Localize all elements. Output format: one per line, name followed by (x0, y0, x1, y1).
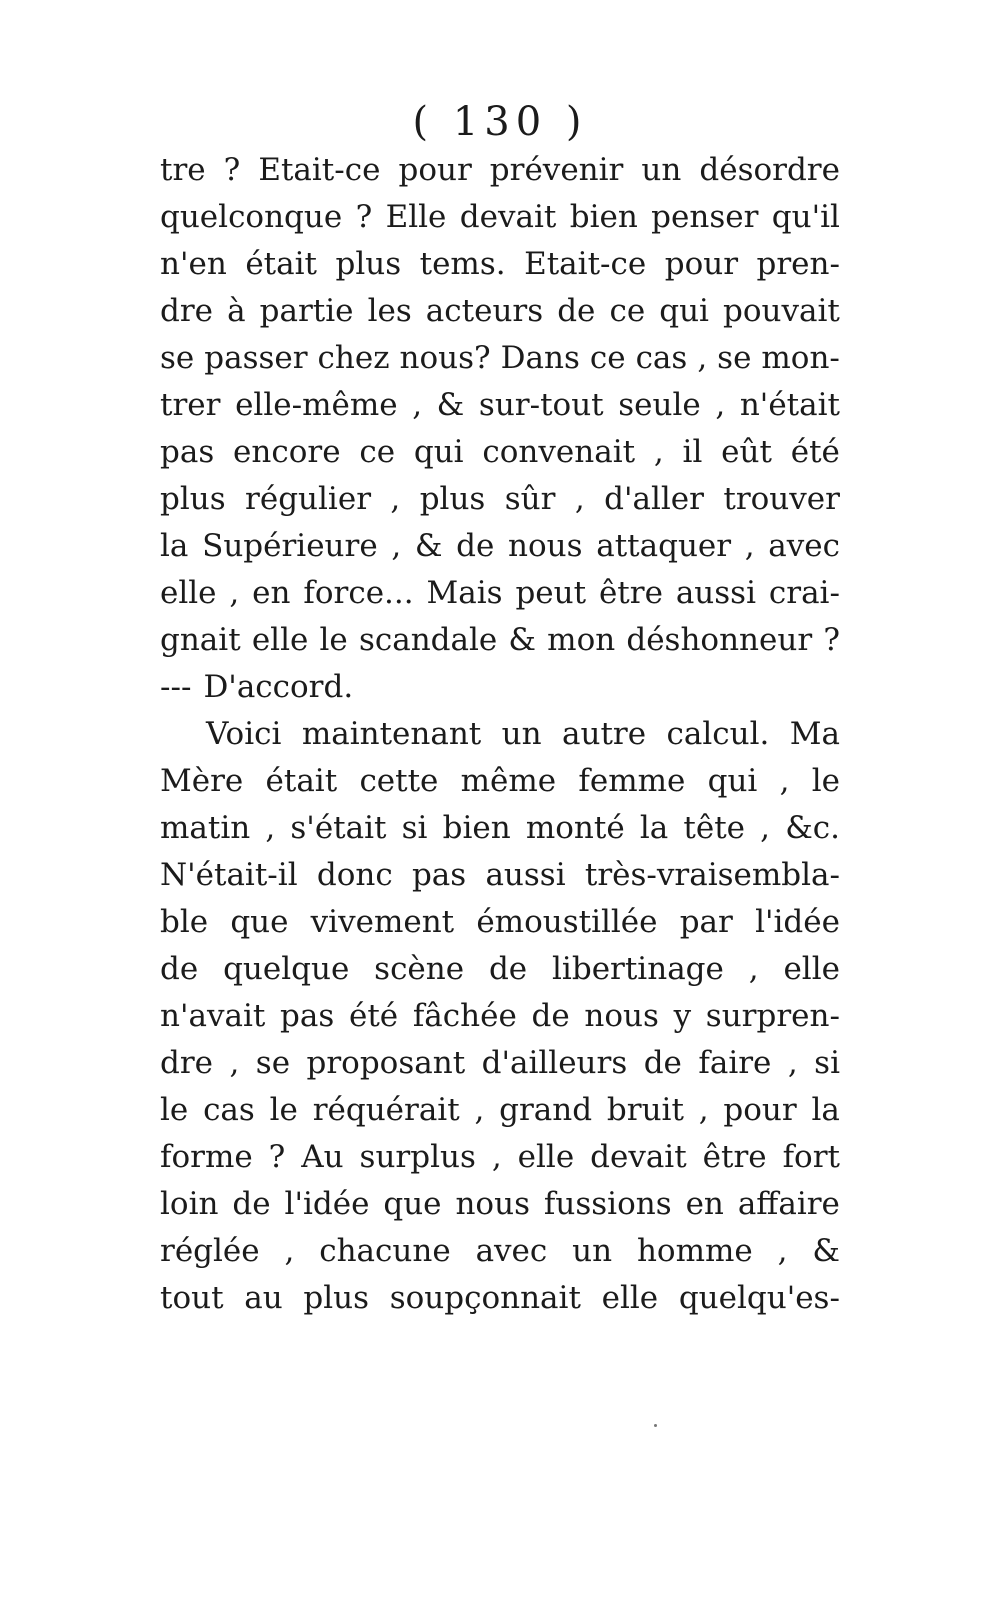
word: scandale (358, 622, 498, 658)
word: seule (618, 387, 701, 423)
word: chacune (319, 1233, 451, 1269)
word: en (252, 575, 291, 611)
word: cas (635, 340, 688, 376)
word: encore (233, 434, 341, 470)
word: désordre (699, 152, 840, 188)
word: la (160, 528, 189, 564)
word: le (811, 763, 840, 799)
word: & (436, 387, 465, 423)
word: ble (160, 904, 209, 940)
word: calcul. (666, 716, 770, 752)
word: été (348, 998, 399, 1034)
text-line (160, 288, 840, 335)
word: tre (160, 152, 206, 188)
word: , (474, 1092, 485, 1128)
word: se (160, 340, 195, 376)
text-line (160, 523, 840, 570)
word: pas (160, 434, 215, 470)
word: , (284, 1233, 295, 1269)
text-line (160, 429, 840, 476)
word: elle (251, 622, 309, 658)
text-line (160, 382, 840, 429)
body-text (160, 147, 840, 1322)
word: ? (223, 152, 241, 188)
word: convenait (482, 434, 636, 470)
word: scène (374, 951, 465, 987)
word: acteurs (425, 293, 544, 329)
text-line (160, 899, 840, 946)
word: très-vraisembla- (584, 857, 840, 893)
word: tête (683, 810, 746, 846)
word: à (227, 293, 246, 329)
text-line (160, 1275, 840, 1322)
word: quelque (223, 951, 350, 987)
word: , (229, 575, 240, 611)
word: loin (160, 1186, 219, 1222)
word: faire (698, 1045, 772, 1081)
word: s'était (290, 810, 387, 846)
word: un (641, 152, 682, 188)
word: fussions (543, 1186, 672, 1222)
word: chez (317, 340, 390, 376)
word: réglée (160, 1233, 260, 1269)
word: cette (359, 763, 439, 799)
word: attaquer (596, 528, 732, 564)
text-line (160, 1134, 840, 1181)
text-line (160, 758, 840, 805)
word: elle (783, 951, 840, 987)
word: , (390, 481, 401, 517)
word: quelqu'es- (678, 1280, 840, 1316)
word: plus (303, 1280, 370, 1316)
word: de (456, 528, 495, 564)
word: ce (359, 434, 396, 470)
word: proposant (306, 1045, 466, 1081)
word: quelconque (160, 199, 343, 235)
word: pour (398, 152, 472, 188)
word: d'ailleurs (481, 1045, 628, 1081)
word: , (265, 810, 276, 846)
word: y (673, 998, 692, 1034)
word: autre (562, 716, 647, 752)
word: penser (651, 199, 759, 235)
word: forme (160, 1139, 253, 1175)
word: eût (721, 434, 772, 470)
text-line (160, 805, 840, 852)
word: , (744, 528, 755, 564)
word: pren- (756, 246, 840, 282)
word: n'avait (160, 998, 266, 1034)
word: était (245, 246, 317, 282)
word: & (812, 1233, 840, 1269)
text-line (160, 617, 840, 664)
word: , (412, 387, 423, 423)
word: plus (160, 481, 226, 517)
word: , (697, 340, 708, 376)
word: elle (601, 1280, 659, 1316)
word: D'accord. (203, 669, 354, 705)
word: les (367, 293, 412, 329)
word: avec (768, 528, 840, 564)
word: le (160, 1092, 189, 1128)
word: homme (636, 1233, 753, 1269)
word: un (501, 716, 542, 752)
word: l'idée (755, 904, 840, 940)
word: & (508, 622, 537, 658)
word: force... (303, 575, 414, 611)
word: elle-même (235, 387, 398, 423)
word: être (598, 575, 663, 611)
word: le (319, 622, 348, 658)
word: , (787, 1045, 798, 1081)
word: qui (413, 434, 464, 470)
word: devait (590, 1139, 687, 1175)
word: nous (584, 998, 659, 1034)
text-line (160, 993, 840, 1040)
word: qui (707, 763, 758, 799)
word: aussi (485, 857, 566, 893)
word: Mère (160, 763, 244, 799)
word: de (531, 998, 570, 1034)
word: femme (578, 763, 686, 799)
word: fâchée (412, 998, 517, 1034)
word: , (698, 1092, 709, 1128)
text-line (160, 664, 840, 711)
word: régulier (245, 481, 372, 517)
word: , (491, 1139, 502, 1175)
word: de (160, 951, 199, 987)
word: n'en (160, 246, 227, 282)
word: Elle (385, 199, 447, 235)
word: Etait-ce (258, 152, 381, 188)
text-line (160, 946, 840, 993)
word: passer (204, 340, 308, 376)
word: d'aller (604, 481, 704, 517)
word: que (383, 1186, 442, 1222)
text-line (160, 241, 840, 288)
word: mon (547, 622, 616, 658)
text-line (160, 1228, 840, 1275)
word: soupçonnait (389, 1280, 581, 1316)
paragraph-first-line (160, 711, 840, 758)
word: Dans (500, 340, 580, 376)
word: dre (160, 293, 214, 329)
word: réquérait (312, 1092, 460, 1128)
word: de (643, 1045, 682, 1081)
text-line (160, 570, 840, 617)
word: si (814, 1045, 840, 1081)
word: se (255, 1045, 291, 1081)
word: , (653, 434, 664, 470)
word: ? (268, 1139, 286, 1175)
word: aussi (675, 575, 756, 611)
word: été (790, 434, 840, 470)
word: se (717, 340, 752, 376)
word: devait (459, 199, 557, 235)
word: , (777, 1233, 788, 1269)
word: plus (335, 246, 402, 282)
word: ce (589, 340, 626, 376)
word: la (639, 810, 669, 846)
page-number: ( 130 ) (412, 99, 588, 145)
word: sûr (504, 481, 556, 517)
word: pas (411, 857, 467, 893)
word: par (679, 904, 733, 940)
word: crai- (768, 575, 840, 611)
word: affaire (737, 1186, 840, 1222)
word: un (572, 1233, 613, 1269)
word: gnait (160, 622, 241, 658)
word: trer (160, 387, 221, 423)
word: dre (160, 1045, 214, 1081)
word: grand (499, 1092, 593, 1128)
word: sur-tout (478, 387, 604, 423)
word: pouvait (723, 293, 840, 329)
word: nous (455, 1186, 530, 1222)
text-line (160, 476, 840, 523)
word: nous (508, 528, 583, 564)
word: surplus (359, 1139, 476, 1175)
word: --- (160, 669, 192, 705)
word: qu'il (771, 199, 840, 235)
word: il (682, 434, 703, 470)
word: donc (316, 857, 393, 893)
word: tems. (419, 246, 506, 282)
word: monté (525, 810, 625, 846)
word: ? (823, 622, 840, 658)
word: au (244, 1280, 283, 1316)
word: avec (475, 1233, 548, 1269)
word: émoustillée (476, 904, 658, 940)
word: de (488, 951, 528, 987)
word: Ma (789, 716, 840, 752)
word: N'était-il (160, 857, 298, 893)
word: cas (203, 1092, 255, 1128)
word: le (269, 1092, 298, 1128)
word: mon- (761, 340, 840, 376)
word: si (401, 810, 428, 846)
word: plus (419, 481, 486, 517)
word: surpren- (705, 998, 840, 1034)
word: l'idée (284, 1186, 370, 1222)
text-line (160, 147, 840, 194)
word: Mais (426, 575, 503, 611)
word: en (685, 1186, 724, 1222)
word: maintenant (301, 716, 482, 752)
word: était (265, 763, 338, 799)
word: , (748, 951, 759, 987)
word: , (760, 810, 771, 846)
word: Voici (206, 716, 282, 752)
word: tout (160, 1280, 224, 1316)
word: , (779, 763, 790, 799)
word: , (574, 481, 585, 517)
text-line (160, 335, 840, 382)
word: pour (664, 246, 739, 282)
word: de (232, 1186, 271, 1222)
text-line (160, 1087, 840, 1134)
text-line (160, 1040, 840, 1087)
word: bien (442, 810, 511, 846)
word: qui (659, 293, 709, 329)
word: partie (259, 293, 354, 329)
word: elle (160, 575, 217, 611)
word: que (230, 904, 289, 940)
word: la (811, 1092, 840, 1128)
word: déshonneur (626, 622, 813, 658)
word: n'était (739, 387, 840, 423)
word: fort (782, 1139, 840, 1175)
word: pour (723, 1092, 797, 1128)
word: bruit (606, 1092, 684, 1128)
text-line (160, 1181, 840, 1228)
word: Au (301, 1139, 344, 1175)
word: de (557, 293, 596, 329)
word: peut (515, 575, 587, 611)
word: elle (517, 1139, 575, 1175)
word: vivement (310, 904, 455, 940)
word: bien (569, 199, 638, 235)
word: être (702, 1139, 767, 1175)
word: Supérieure (202, 528, 378, 564)
word: , (715, 387, 726, 423)
word: ? (355, 199, 373, 235)
word: matin (160, 810, 251, 846)
word: ce (609, 293, 646, 329)
word: trouver (723, 481, 840, 517)
word: prévenir (489, 152, 624, 188)
text-line (160, 852, 840, 899)
word: Etait-ce (524, 246, 647, 282)
word: , (391, 528, 402, 564)
word: libertinage (552, 951, 724, 987)
word: même (460, 763, 557, 799)
word: , (229, 1045, 240, 1081)
text-line (160, 194, 840, 241)
word: & (414, 528, 443, 564)
paper-speck (654, 1424, 657, 1427)
word: nous? (399, 340, 491, 376)
word: &c. (785, 810, 840, 846)
word: pas (280, 998, 335, 1034)
